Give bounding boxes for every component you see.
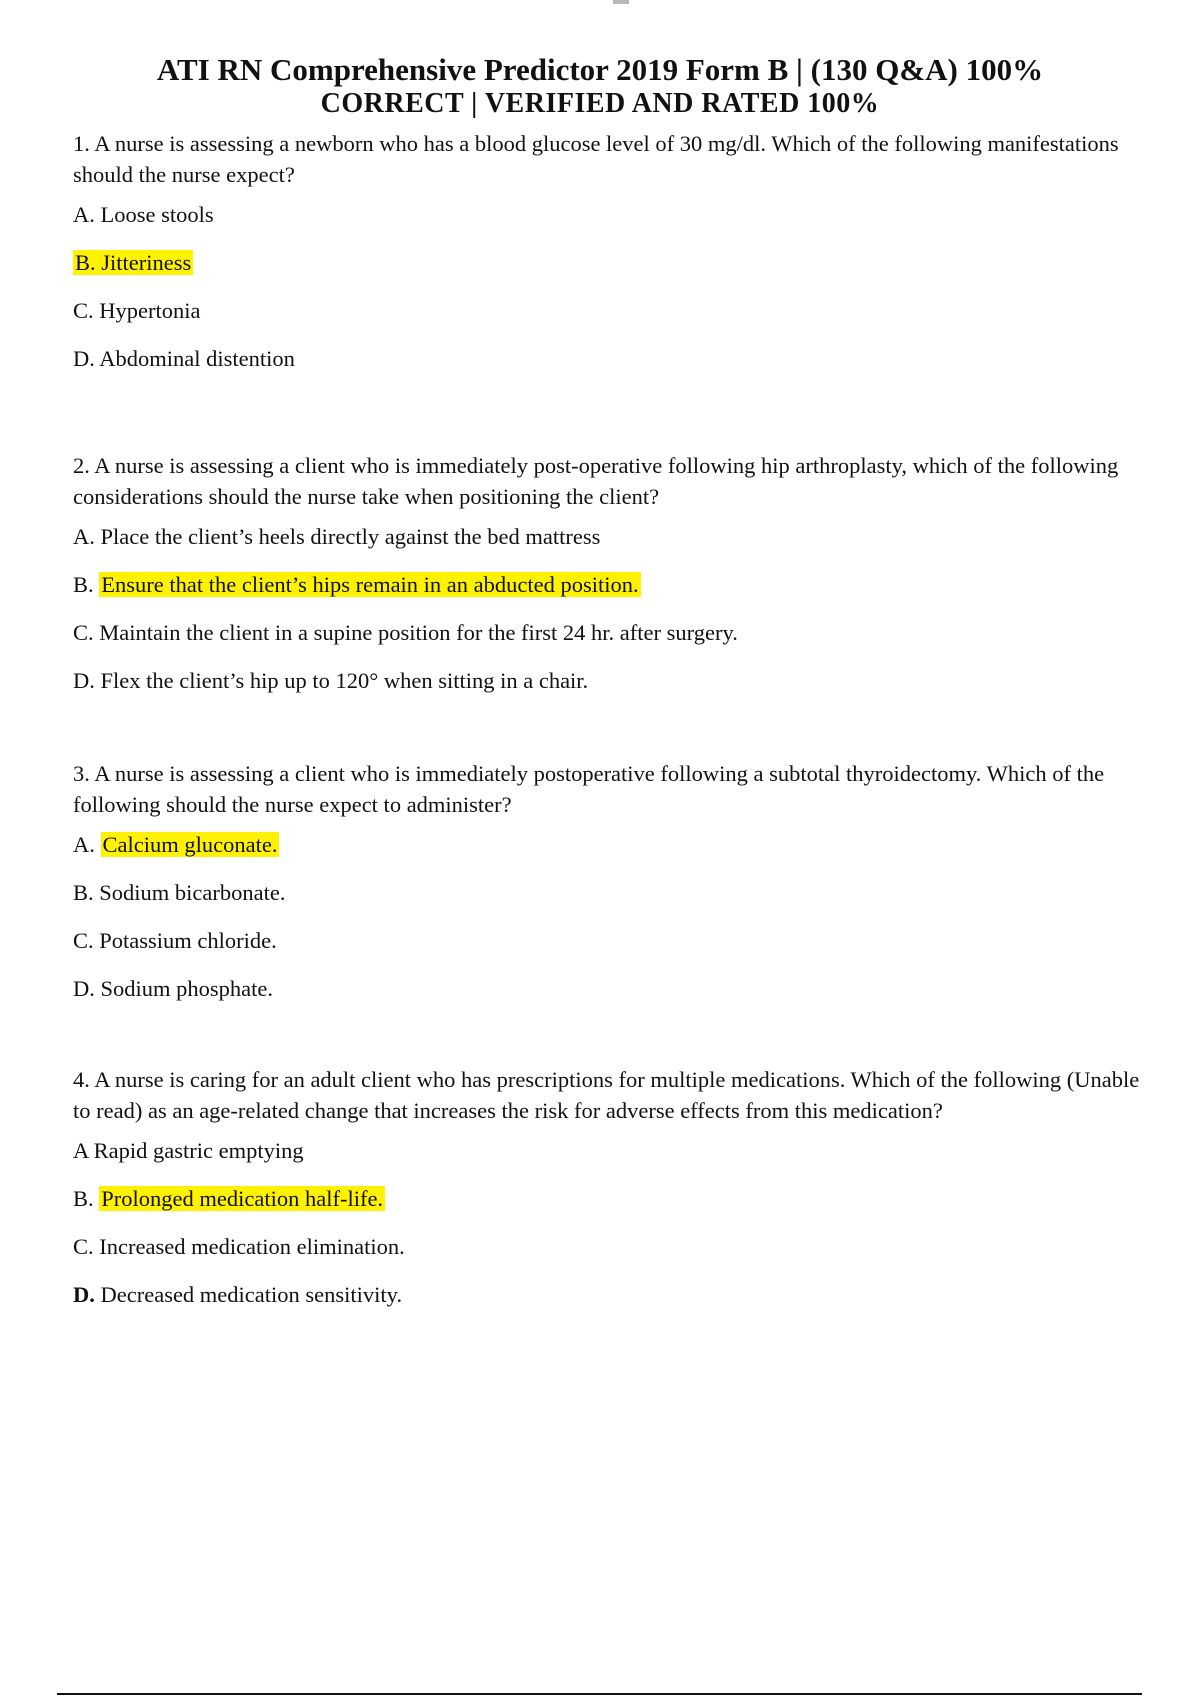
question-1-options [73, 200, 1163, 374]
question-4-option-c [73, 1232, 1163, 1262]
document-title-line-2: CORRECT | VERIFIED AND RATED 100% [320, 88, 880, 119]
question-2 [73, 450, 1163, 714]
question-3 [73, 758, 1163, 1022]
question-3-option-a [73, 830, 1163, 860]
option-letter: A [73, 1138, 89, 1163]
question-1 [73, 128, 1163, 392]
document-title-line-1: ATI RN Comprehensive Predictor 2019 Form B | (130 Q&A) 100% [156, 52, 1044, 87]
question-2-option-d [73, 666, 1163, 696]
option-text: Flex the client’s hip up to 120° when sitting in a chair. [100, 668, 589, 693]
option-letter: C. [73, 298, 94, 323]
highlighted-answer: Ensure that the client’s hips remain in an abducted position. [101, 572, 639, 597]
option-letter: D. [73, 976, 95, 1001]
option-letter: A. [73, 832, 95, 857]
highlighted-answer: Prolonged medication half-life. [101, 1186, 384, 1211]
question-3-option-c [73, 926, 1163, 956]
option-letter: B. [73, 572, 94, 597]
question-1-option-a [73, 200, 1163, 230]
question-2-options [73, 522, 1163, 696]
option-text: Increased medication elimination. [99, 1234, 405, 1259]
document-title [60, 52, 1140, 120]
option-letter: D. [73, 668, 95, 693]
option-text: Decreased medication sensitivity. [100, 1282, 403, 1307]
question-1-option-b [73, 248, 1163, 278]
highlighted-answer: Calcium gluconate. [102, 832, 278, 857]
question-1-option-c [73, 296, 1163, 326]
question-4-stem: 4. A nurse is caring for an adult client who has prescriptions for multiple medications. Which of the following (Unable to read) as an age-related change that increases the risk for adverse effects from this medication? [73, 1067, 1140, 1123]
option-letter: D. [73, 1282, 95, 1307]
option-letter: B. [75, 250, 96, 275]
option-text: Rapid gastric emptying [93, 1138, 304, 1163]
question-3-option-d [73, 974, 1163, 1004]
option-letter: C. [73, 1234, 94, 1259]
option-text: Jitteriness [101, 250, 192, 275]
option-text: Sodium phosphate. [100, 976, 273, 1001]
question-4-options [73, 1136, 1163, 1310]
question-2-option-c [73, 618, 1163, 648]
option-text: Maintain the client in a supine position for the first 24 hr. after surgery. [99, 620, 738, 645]
option-text: Potassium chloride. [99, 928, 277, 953]
question-2-stem: 2. A nurse is assessing a client who is immediately post-operative following hip arthroplasty, which of the following considerations should the nurse take when positioning the client? [73, 453, 1119, 509]
option-letter: C. [73, 620, 94, 645]
option-text: Loose stools [100, 202, 214, 227]
option-letter: C. [73, 928, 94, 953]
option-letter: A. [73, 202, 95, 227]
option-text: Abdominal distention [99, 346, 295, 371]
question-3-option-b [73, 878, 1163, 908]
question-4-option-b [73, 1184, 1163, 1214]
question-2-option-a [73, 522, 1163, 552]
page-top-mark [613, 0, 629, 4]
question-2-option-b [73, 570, 1163, 600]
option-letter: D. [73, 346, 95, 371]
page-bottom-rule [57, 1693, 1142, 1695]
highlighted-answer [73, 250, 193, 275]
question-1-option-d [73, 344, 1163, 374]
question-3-options [73, 830, 1163, 1004]
question-1-stem: 1. A nurse is assessing a newborn who has a blood glucose level of 30 mg/dl. Which of the following manifestations should the nurse expect? [73, 131, 1119, 187]
question-4-option-d [73, 1280, 1163, 1310]
option-text: Place the client’s heels directly against the bed mattress [100, 524, 601, 549]
option-text: Sodium bicarbonate. [99, 880, 286, 905]
option-text: Hypertonia [99, 298, 201, 323]
question-3-stem: 3. A nurse is assessing a client who is immediately postoperative following a subtotal thyroidectomy. Which of the following should the nurse expect to administer? [73, 761, 1105, 817]
question-4 [73, 1064, 1163, 1328]
question-4-option-a [73, 1136, 1163, 1166]
option-letter: B. [73, 880, 94, 905]
option-letter: B. [73, 1186, 94, 1211]
option-letter: A. [73, 524, 95, 549]
